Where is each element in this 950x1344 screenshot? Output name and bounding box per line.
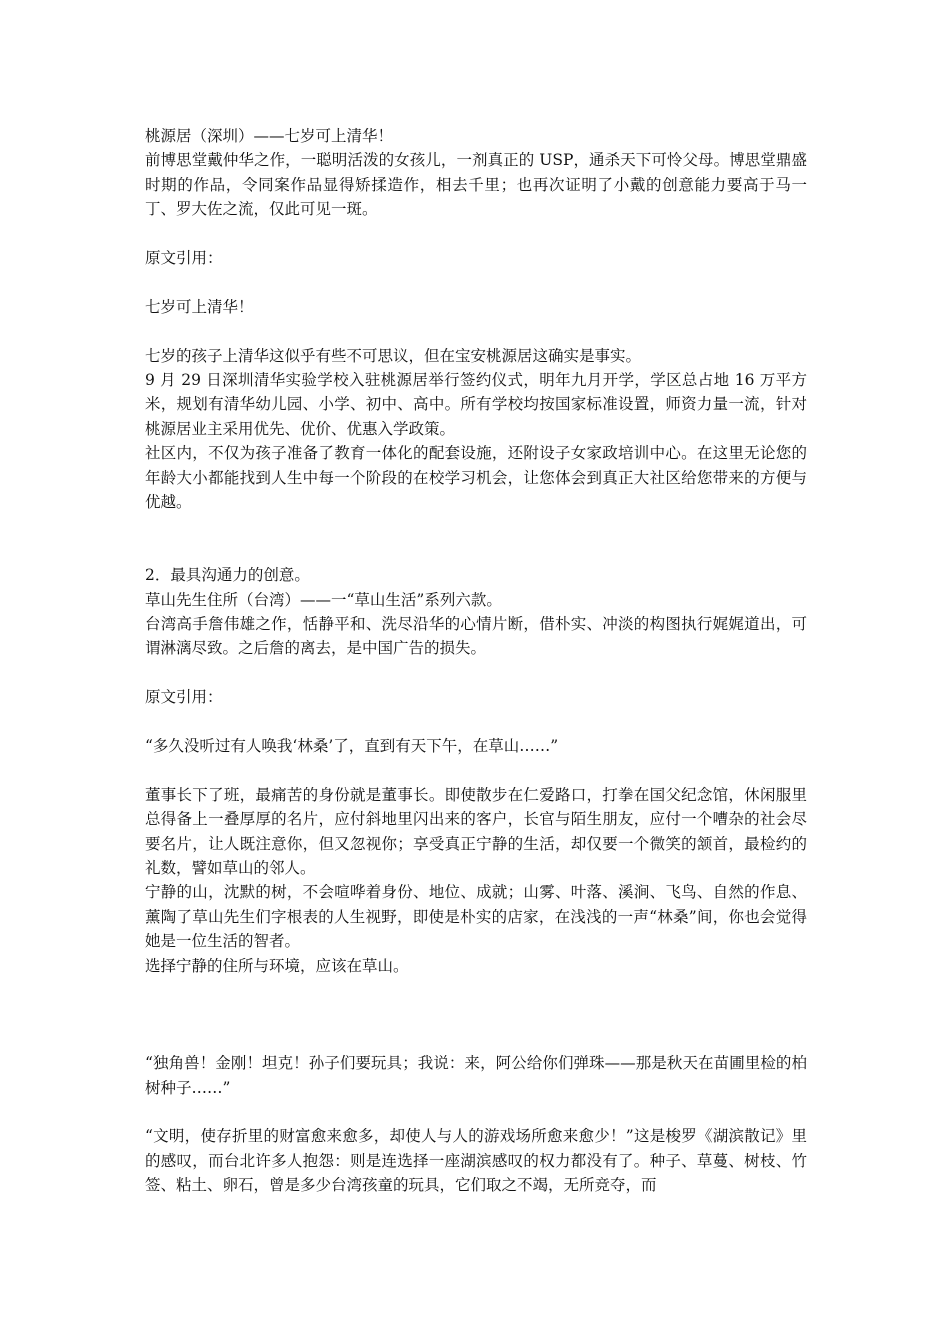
section2-body-paragraph: 董事长下了班，最痛苦的身份就是董事长。即使散步在仁爱路口，打拳在国父纪念馆，休闲服里总得备上一叠厚厚的名片，应付斜地里闪出来的客户，长官与陌生朋友，应付一个嘈杂的社会尽要名片，让人既注意你，但又忽视你；享受真正宁静的生活，却仅要一个微笑的颔首，最检约的礼数，譬如草山的邻人。 <box>145 785 807 878</box>
section1-body-paragraph: 社区内，不仅为孩子准备了教育一体化的配套设施，还附设子女家政培训中心。在这里无论您的年龄大小都能找到人生中每一个阶段的在校学习机会，让您体会到真正大社区给您带来的方便与优越。 <box>145 444 807 512</box>
section1-commentary: 前博思堂戴仲华之作，一聪明活泼的女孩儿，一剂真正的 USP，通杀天下可怜父母。博思堂鼎盛时期的作品，令同案作品显得矫揉造作，相去千里；也再次证明了小戴的创意能力要高于马一丁、罗大佐之流，仅此可见一斑。 <box>145 151 807 219</box>
section2-quote-label: 原文引用： <box>145 688 223 707</box>
spacer <box>145 978 807 1051</box>
section1-body-paragraph: 9 月 29 日深圳清华实验学校入驻桃源居举行签约仪式，明年九月开学，学区总占地 16 万平方米，规划有清华幼儿园、小学、初中、高中。所有学校均按国家标准设置，师资力量一流，针对桃源居业主采用优先、优价、优惠入学政策。 <box>145 371 807 438</box>
section1-body-paragraph: 七岁的孩子上清华这似乎有些不可思议，但在宝安桃源居这确实是事实。 <box>145 346 642 365</box>
section2-body-paragraph: 选择宁静的住所与环境，应该在草山。 <box>145 956 409 975</box>
spacer <box>145 758 807 782</box>
spacer <box>145 661 807 685</box>
section2-title: 草山先生住所（台湾）——一“草山生活”系列六款。 <box>145 590 502 609</box>
section1-quote-label: 原文引用： <box>145 249 223 268</box>
section1-title: 桃源居（深圳）——七岁可上清华！ <box>145 127 394 145</box>
section1-headline: 七岁可上清华！ <box>145 297 254 316</box>
section2-headline: “多久没听过有人唤我‘林桑’了，直到有天下午，在草山……” <box>145 737 559 756</box>
section2-commentary: 台湾高手詹伟雄之作，恬静平和、洗尽沿华的心情片断，借朴实、冲淡的构图执行娓娓道出，可谓淋漓尽致。之后詹的离去，是中国广告的损失。 <box>145 615 807 658</box>
spacer <box>145 319 807 343</box>
spacer <box>145 1100 807 1124</box>
section3-headline: “独角兽！金刚！坦克！孙子们要玩具；我说：来，阿公给你们弹珠——那是秋天在苗圃里检的柏树种子……” <box>145 1054 807 1097</box>
spacer <box>145 710 807 734</box>
section2-body-paragraph: 宁静的山，沈默的树，不会喧哗着身份、地位、成就；山雾、叶落、溪涧、飞鸟、自然的作息、薰陶了草山先生们字根表的人生视野，即使是朴实的店家，在浅浅的一声“林桑”间，你也会觉得她是一位生活的智者。 <box>145 883 807 951</box>
document-page <box>145 124 807 1198</box>
section2-heading: 2．最具沟通力的创意。 <box>145 566 310 585</box>
spacer <box>145 514 807 563</box>
spacer <box>145 270 807 294</box>
spacer <box>145 222 807 246</box>
section3-body-paragraph: “文明，使存折里的财富愈来愈多，却使人与人的游戏场所愈来愈少！”这是梭罗《湖滨散记》里的感叹，而台北许多人抱怨：则是连选择一座湖滨感叹的权力都没有了。种子、草蔓、树枝、竹签、粘土、卵石，曾是多少台湾孩童的玩具，它们取之不竭，无所竞夺，而 <box>145 1127 807 1195</box>
